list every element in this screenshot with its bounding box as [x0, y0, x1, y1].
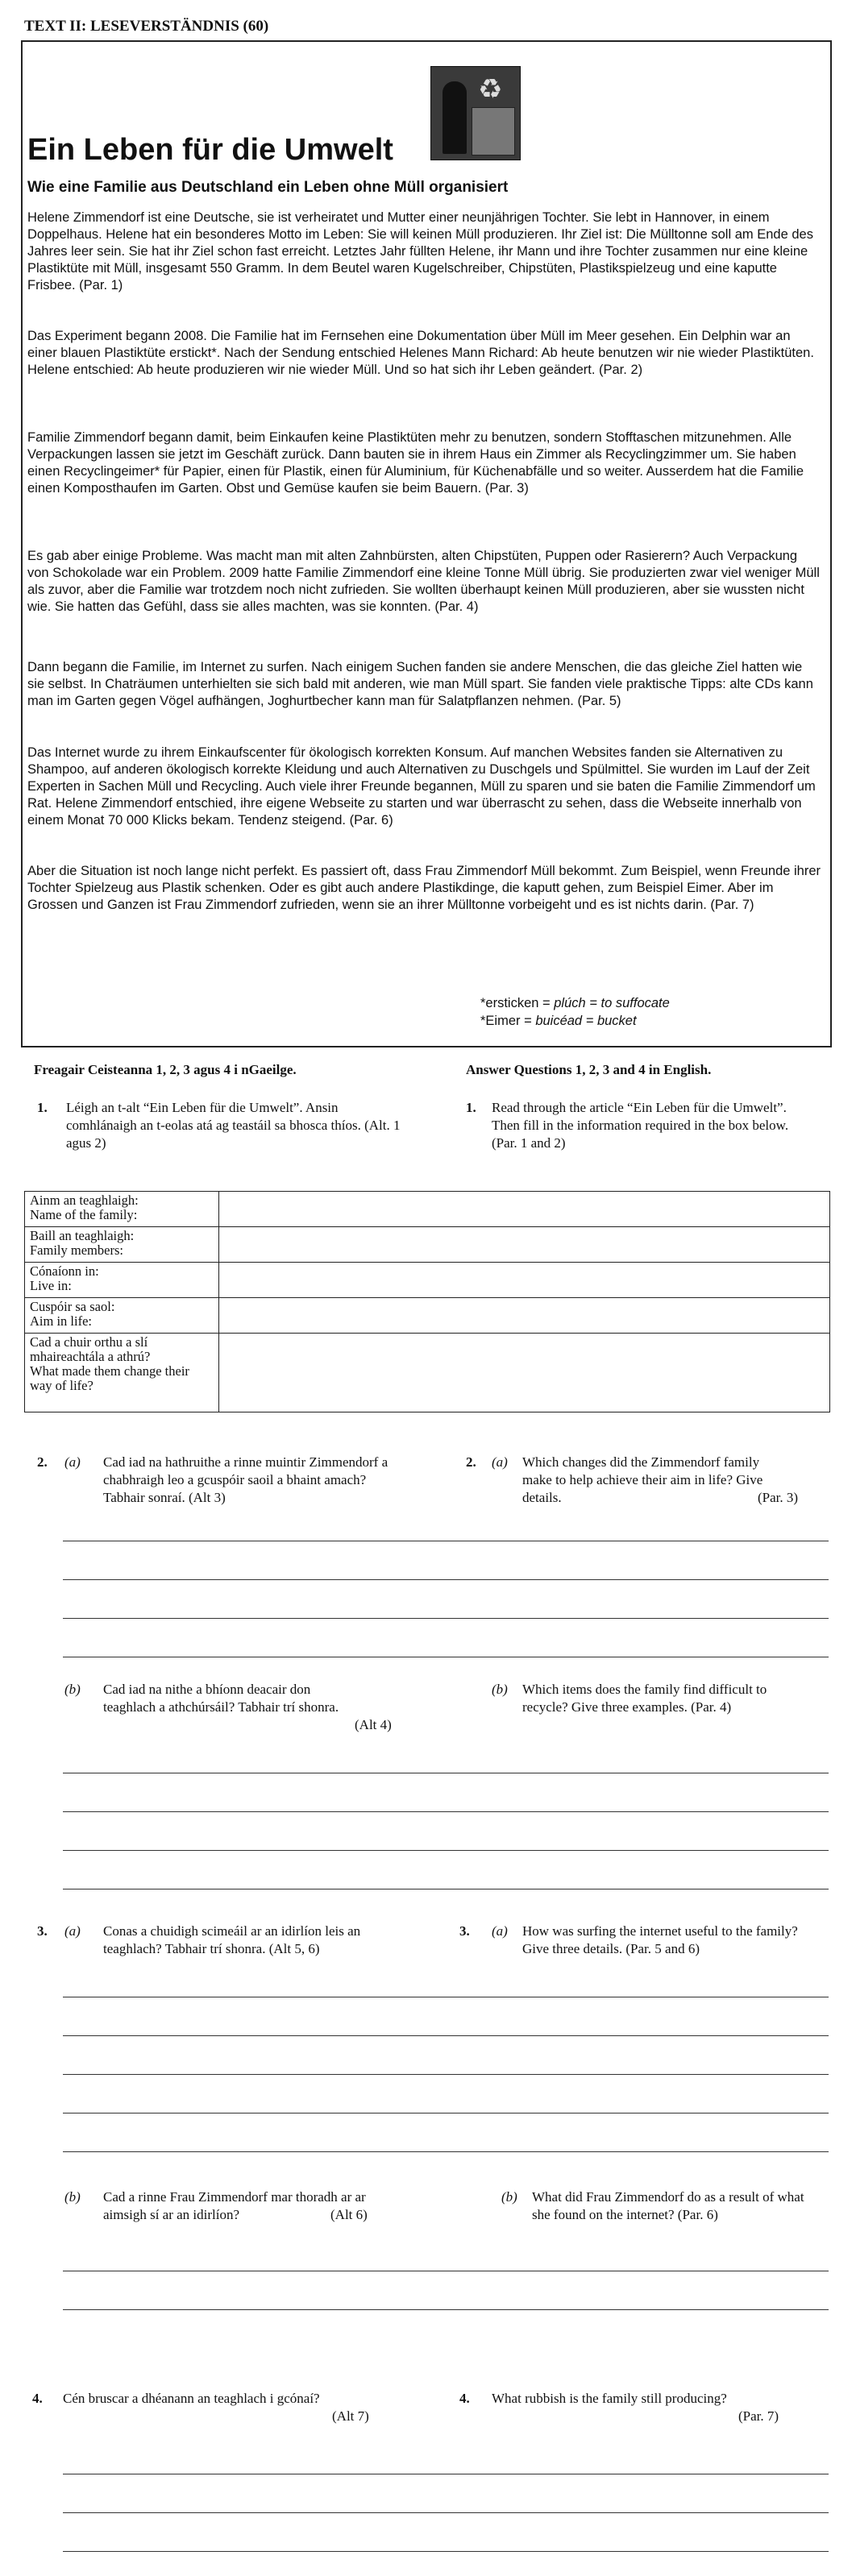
q2b-english-text: Which items does the family find difficult to recycle? Give three examples. (Par. 4) [522, 1682, 767, 1715]
answer-line[interactable] [63, 2512, 829, 2513]
q4-english-text: What rubbish is the family still producing? [492, 2391, 727, 2406]
q2a-english-ref: (Par. 3) [758, 1490, 799, 1505]
q2b-irish-text: Cad iad na nithe a bhíonn deacair don teaghlach a athchúrsáil? Tabhair trí shonra. [103, 1682, 339, 1715]
answer-line[interactable] [63, 2074, 829, 2075]
q2-number-english: 2. [466, 1454, 476, 1470]
q3b-english-text: What did Frau Zimmendorf do as a result of what she found on the internet? (Par. 6) [532, 2189, 804, 2222]
q2a-part-english: (a) [492, 1454, 508, 1470]
answer-line[interactable] [63, 2309, 829, 2310]
paragraph-2: Das Experiment begann 2008. Die Familie hat im Fernsehen eine Dokumentation über Müll im Meer gesehen. Ein Delphin war an einer blauen Plastiktüte erstickt*. Nach der Sendung entschied Helenes Mann Richard: Ab heute benutzen wir nie wieder Plastiktüten. Helene entschied: Ab heute produzieren wir nie wieder Müll. Und so hat sich ihr Leben geändert. (Par. 2) [27, 329, 814, 377]
q1-number-english: 1. [466, 1100, 476, 1115]
q2-number-irish: 2. [37, 1454, 48, 1470]
label-change-reason: Cad a chuir orthu a slí mhaireachtála a athrú? What made them change their way of life? [25, 1334, 219, 1412]
q1-irish-text: Léigh an t-alt “Ein Leben für die Umwelt”. Ansin comhlánaigh an t-eolas atá ag teastáil sa bhosca thíos. (Alt. 1 agus 2) [66, 1100, 401, 1151]
q1-number-irish: 1. [37, 1100, 48, 1115]
paragraph-3: Familie Zimmendorf begann damit, beim Einkaufen keine Plastiktüten mehr zu benutzen, sondern Stofftaschen mitzunehmen. Alle Verpackungen lassen sie jetzt im Geschäft zurück. Dann bauten sie in ihrem Haus ein Zimmer als Recyclingzimmer um. Sie haben einen Recyclingeimer* für Papier, einen für Plastik, einen für Aluminium, für Küchenabfälle und so weiter. Ausserdem hat die Familie einen Komposthaufen im Garten. Obst und Gemüse kaufen sie beim Bauern. (Par. 3) [27, 430, 804, 496]
q4-irish-text: Cén bruscar a dhéanann an teaghlach i gcónaí? [63, 2391, 320, 2406]
answer-family-name[interactable] [219, 1192, 830, 1227]
q3b-irish-ref: (Alt 6) [330, 2207, 368, 2222]
answer-change-reason[interactable] [219, 1334, 830, 1412]
instructions-irish: Freagair Ceisteanna 1, 2, 3 agus 4 i nGaeilge. [34, 1062, 297, 1077]
recycle-icon: ♻ [478, 73, 503, 106]
q1-english-text: Read through the article “Ein Leben für die Umwelt”. Then fill in the information required in the box below. (Par. 1 and 2) [492, 1100, 789, 1151]
q3b-part-irish: (b) [64, 2189, 81, 2205]
answer-aim-in-life[interactable] [219, 1298, 830, 1334]
q3-number-english: 3. [459, 1923, 470, 1939]
answer-line[interactable] [63, 1850, 829, 1851]
answer-family-members[interactable] [219, 1227, 830, 1263]
q2b-irish-ref: (Alt 4) [355, 1717, 392, 1732]
answer-line[interactable] [63, 2151, 829, 2152]
article-title: Ein Leben für die Umwelt [27, 133, 393, 167]
answer-live-in[interactable] [219, 1263, 830, 1298]
q2b-part-english: (b) [492, 1682, 508, 1697]
article-subtitle: Wie eine Familie aus Deutschland ein Leben ohne Müll organisiert [27, 179, 509, 196]
paragraph-6: Das Internet wurde zu ihrem Einkaufscenter für ökologisch korrekten Konsum. Auf manchen Websites fanden sie Alternativen zu Shampoo, auf anderen ökologisch korrekte Kleidung und auch Alternativen zu Duschgels und Spülmittel. Sie wurden im Lauf der Zeit Experten in Sachen Müll und Recycling. Auch viele ihrer Freunde begannen, Müll zu sparen und sie baten die Familie Zimmendorf um Rat. Helene Zimmendorf entschied, ihre eigene Webseite zu starten und war überrascht zu sehen, dass die Webseite innerhalb von einem Monat 70 000 Klicks bekam. Tendenz steigend. (Par. 6) [27, 745, 816, 828]
answer-line[interactable] [63, 1811, 829, 1812]
q4-irish-ref: (Alt 7) [332, 2408, 369, 2424]
q3b-irish-text: Cad a rinne Frau Zimmendorf mar thoradh ar ar aimsigh sí ar an idirlíon? [103, 2189, 366, 2222]
q3a-part-irish: (a) [64, 1923, 81, 1939]
answer-line[interactable] [63, 2035, 829, 2036]
answer-line[interactable] [63, 1618, 829, 1619]
q4-number-irish: 4. [32, 2391, 43, 2406]
q3a-part-english: (a) [492, 1923, 508, 1939]
q3b-part-english: (b) [501, 2189, 517, 2205]
q3a-english-text: How was surfing the internet useful to the family? Give three details. (Par. 5 and 6) [522, 1923, 798, 1956]
instructions-english: Answer Questions 1, 2, 3 and 4 in English. [466, 1062, 712, 1077]
q4-number-english: 4. [459, 2391, 470, 2406]
q2b-part-irish: (b) [64, 1682, 81, 1697]
q3a-irish-text: Conas a chuidigh scimeáil ar an idirlíon leis an teaghlach? Tabhair trí shonra. (Alt 5, 6) [103, 1923, 361, 1956]
answer-line[interactable] [63, 2551, 829, 2552]
section-header: TEXT II: LESEVERSTÄNDNIS (60) [24, 18, 269, 35]
paragraph-7: Aber die Situation ist noch lange nicht perfekt. Es passiert oft, dass Frau Zimmendorf Müll bekommt. Zum Beispiel, wenn Freunde ihrer Tochter Spielzeug aus Plastik schenken. Oder es gibt auch andere Plastikdinge, die kaputt gehen, zum Beispiel Eimer. Aber im Grossen und Ganzen ist Frau Zimmendorf zufrieden, wenn sie an ihrer Mülltonne vorbeigeht und es ist nichts darin. (Par. 7) [27, 864, 821, 912]
glossary-eimer: *Eimer = buicéad = bucket [480, 1014, 637, 1028]
label-aim-in-life: Cuspóir sa saol: Aim in life: [25, 1298, 219, 1334]
glossary-ersticken: *ersticken = plúch = to suffocate [480, 996, 670, 1010]
family-info-table [24, 1191, 830, 1412]
person-figure [443, 81, 467, 154]
article-photo [430, 66, 521, 160]
label-family-name: Ainm an teaghlaigh: Name of the family: [25, 1192, 219, 1227]
q2a-english-text: Which changes did the Zimmendorf family make to help achieve their aim in life? Give details. [522, 1454, 763, 1505]
q2a-part-irish: (a) [64, 1454, 81, 1470]
q4-english-ref: (Par. 7) [738, 2408, 779, 2424]
recycling-bin [472, 107, 515, 156]
paragraph-5: Dann begann die Familie, im Internet zu surfen. Nach einigem Suchen fanden sie andere Menschen, die das gleiche Ziel hatten wie sie selbst. In Chaträumen unterhielten sie sich bald mit anderen, wie man Müll spart. Sie fanden viele praktische Tipps: alte CDs kann man im Garten gegen Vögel aufhängen, Joghurtbecher kann man für Salatpflanzen nehmen. (Par. 5) [27, 660, 813, 708]
answer-line[interactable] [63, 1579, 829, 1580]
q2a-irish-text: Cad iad na hathruithe a rinne muintir Zimmendorf a chabhraigh leo a gcuspóir saoil a bhaint amach? Tabhair sonraí. (Alt 3) [103, 1454, 389, 1505]
paragraph-4: Es gab aber einige Probleme. Was macht man mit alten Zahnbürsten, alten Chipstüten, Puppen oder Rasierern? Auch Verpackung von Schokolade war ein Problem. 2009 hatte Familie Zimmendorf eine kleine Tonne Müll übrig. Sie produzierten zwar viel weniger Müll als zuvor, aber die Familie war trotzdem noch nicht zufrieden. Sie wollten überhaupt keinen Müll produzieren, aber sie wussten nicht wie. Sie hatten das Gefühl, dass sie alles machten, was sie konnten. (Par. 4) [27, 549, 820, 614]
q3-number-irish: 3. [37, 1923, 48, 1939]
paragraph-1: Helene Zimmendorf ist eine Deutsche, sie ist verheiratet und Mutter einer neunjährigen Tochter. Sie lebt in Hannover, in einem Doppelhaus. Helene hat ein besonderes Motto im Leben: Sie will keinen Müll produzieren. Ihr Ziel ist: Die Mülltonne soll am Ende des Jahres leer sein. Sie hat ihr Ziel schon fast erreicht. Letztes Jahr füllten Helene, ihr Mann und ihre Tochter zusammen nur eine kleine Plastiktüte mit Müll, insgesamt 550 Gramm. In dem Beutel waren Kugelschreiber, Chipstüten, Plastikspielzeug und eine kaputte Frisbee. (Par. 1) [27, 210, 813, 292]
label-live-in: Cónaíonn in: Live in: [25, 1263, 219, 1298]
label-family-members: Baill an teaghlaigh: Family members: [25, 1227, 219, 1263]
